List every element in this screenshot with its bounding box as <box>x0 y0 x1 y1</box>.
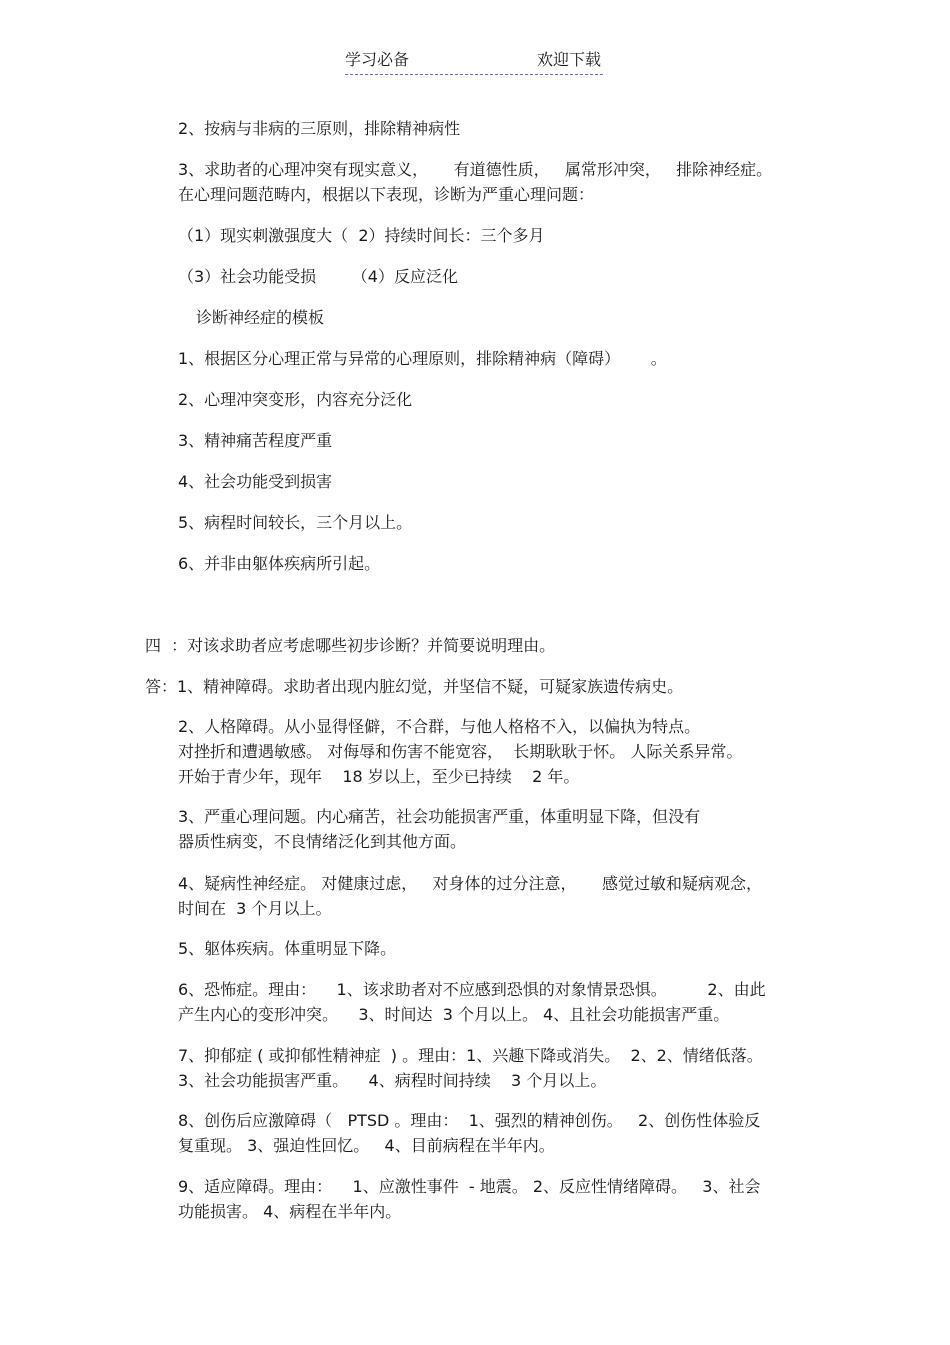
answer-paragraph-line: 6、恐怖症。理由： 1、该求助者对不应感到恐惧的对象情景恐惧。 2、由此 <box>178 980 766 999</box>
template-item: 6、并非由躯体疾病所引起。 <box>178 554 381 573</box>
answer-paragraph-line: 对挫折和遭遇敏感。 对侮辱和伤害不能宽容， 长期耿耿于怀。 人际关系异常。 <box>178 742 743 761</box>
template-item: 5、病程时间较长，三个月以上。 <box>178 513 413 532</box>
template-item: 3、精神痛苦程度严重 <box>178 431 333 450</box>
answer-paragraph-line: 5、躯体疾病。体重明显下降。 <box>178 939 397 958</box>
answer-paragraph-line: 开始于青少年，现年 18 岁以上，至少已持续 2 年。 <box>178 767 580 786</box>
template-item: 1、根据区分心理正常与异常的心理原则，排除精神病（障碍） 。 <box>178 349 667 368</box>
question-four: 四 ：对该求助者应考虑哪些初步诊断？并简要说明理由。 <box>145 636 556 655</box>
answer-paragraph-line: 2、人格障碍。从小显得怪僻，不合群，与他人格格不入，以偏执为特点。 <box>178 717 701 736</box>
answer-paragraph-line: 器质性病变，不良情绪泛化到其他方面。 <box>178 832 467 851</box>
criteria-line-b: （3）社会功能受损 （4）反应泛化 <box>178 267 458 286</box>
answer-paragraph-line: 产生内心的变形冲突。 3、时间达 3 个月以上。 4、且社会功能损害严重。 <box>178 1005 730 1024</box>
criteria-line-a: （1）现实刺激强度大（ 2）持续时间长：三个多月 <box>178 226 545 245</box>
template-item: 2、心理冲突变形，内容充分泛化 <box>178 390 413 409</box>
section1-item2: 2、按病与非病的三原则，排除精神病性 <box>178 119 461 138</box>
header-left-text: 学习必备 <box>345 50 410 69</box>
answer-paragraph-line: 8、创伤后应激障碍（ PTSD 。理由： 1、强烈的精神创伤。 2、创伤性体验反 <box>178 1111 761 1130</box>
answer-paragraph-line: 复重现。 3、强迫性回忆。 4、目前病程在半年内。 <box>178 1136 555 1155</box>
section1-item3-line1: 3、求助者的心理冲突有现实意义， 有道德性质， 属常形冲突， 排除神经症。 <box>178 160 773 179</box>
answer-paragraph-line: 时间在 3 个月以上。 <box>178 899 332 918</box>
answer-paragraph-line: 3、社会功能损害严重。 4、病程时间持续 3 个月以上。 <box>178 1071 607 1090</box>
answer-paragraph-line: 3、严重心理问题。内心痛苦，社会功能损害严重，体重明显下降，但没有 <box>178 807 701 826</box>
answer-paragraph-line: 9、适应障碍。理由： 1、应激性事件 - 地震。 2、反应性情绪障碍。 3、社会 <box>178 1177 761 1196</box>
template-title: 诊断神经症的模板 <box>196 308 325 327</box>
answer-paragraph-line: 功能损害。 4、病程在半年内。 <box>178 1202 402 1221</box>
section1-item3-line2: 在心理问题范畴内，根据以下表现，诊断为严重心理问题： <box>178 185 595 204</box>
answer-paragraph-line: 7、抑郁症 ( 或抑郁性精神症 ) 。理由：1、兴趣下降或消失。 2、2、情绪低落。 <box>178 1046 763 1065</box>
header-right-text: 欢迎下载 <box>536 50 601 69</box>
page-header <box>345 48 603 75</box>
answer-line-1: 答：1、精神障碍。求助者出现内脏幻觉，并坚信不疑，可疑家族遗传病史。 <box>145 677 684 696</box>
template-item: 4、社会功能受到损害 <box>178 472 333 491</box>
answer-paragraph-line: 4、疑病性神经症。 对健康过虑， 对身体的过分注意， 感觉过敏和疑病观念， <box>178 874 762 893</box>
